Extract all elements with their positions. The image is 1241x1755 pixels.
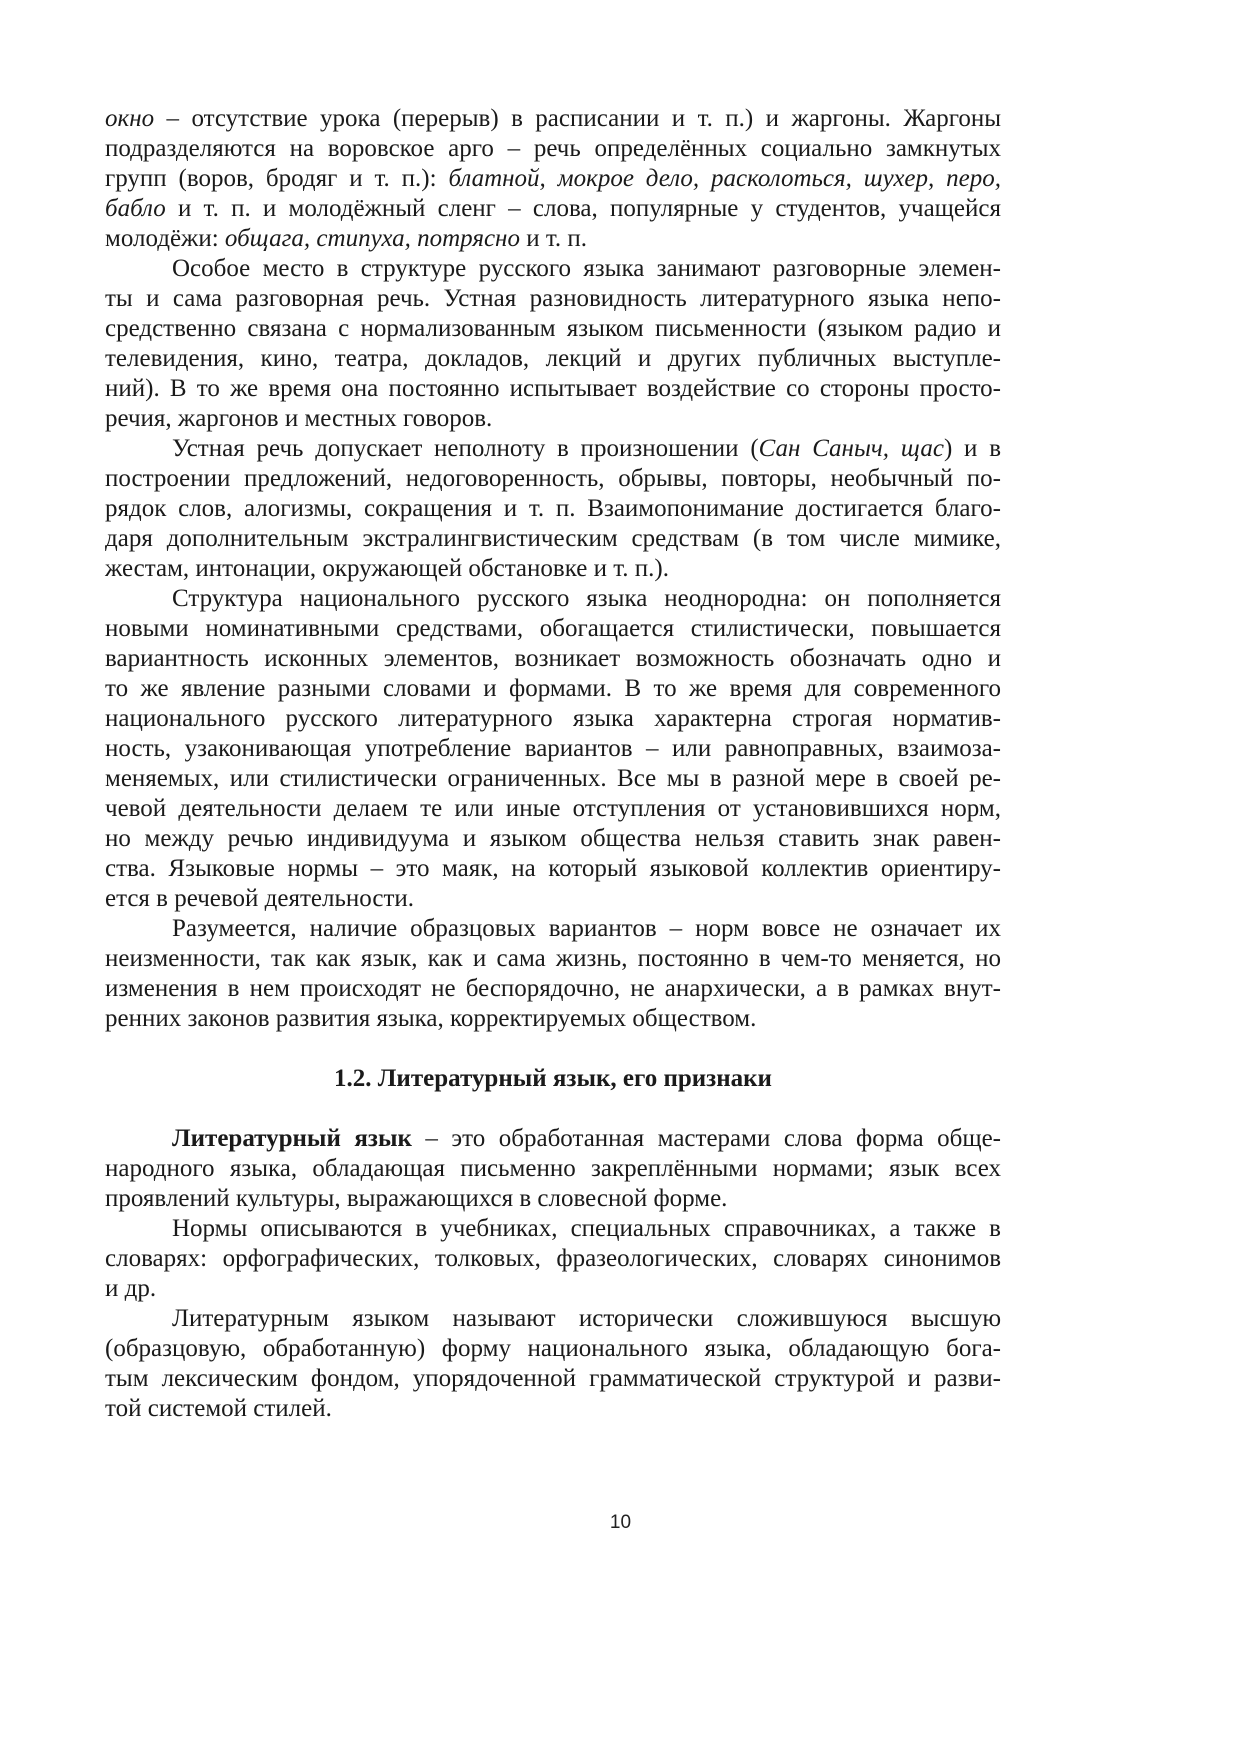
text-line bbox=[105, 494, 1001, 524]
text-line bbox=[105, 194, 1001, 224]
bold-term: Литературный язык bbox=[172, 1125, 412, 1152]
text-line bbox=[105, 674, 1001, 704]
paragraph bbox=[105, 584, 1001, 914]
text-line bbox=[105, 1274, 1001, 1304]
text-line bbox=[105, 734, 1001, 764]
text-line bbox=[105, 374, 1001, 404]
italic-example: общага, стипуха, потрясно bbox=[224, 225, 520, 252]
text-line bbox=[105, 434, 1001, 464]
text-line bbox=[105, 1214, 1001, 1244]
text-segment: средственно связана с нормализованным языком письменности (языком радио и bbox=[105, 315, 1001, 342]
text-segment: ется в речевой деятельности. bbox=[105, 885, 414, 912]
text-line bbox=[105, 614, 1001, 644]
text-segment: и др. bbox=[105, 1275, 157, 1302]
text-line bbox=[105, 584, 1001, 614]
text-segment: чевой деятельности делаем те или иные отступления от установившихся норм, bbox=[105, 795, 1001, 822]
text-segment: Структура национального русского языка неоднородна: он пополняется bbox=[172, 585, 1001, 612]
text-line bbox=[105, 1154, 1001, 1184]
text-line bbox=[105, 914, 1001, 944]
text-segment: ренних законов развития языка, корректируемых обществом. bbox=[105, 1005, 757, 1032]
text-line bbox=[105, 854, 1001, 884]
text-segment: но между речью индивидуума и языком общества нельзя ставить знак равен- bbox=[105, 825, 1001, 852]
italic-example: окно bbox=[105, 105, 155, 132]
text-segment: молодёжи: bbox=[105, 225, 225, 252]
text-line bbox=[105, 1304, 1001, 1334]
text-line bbox=[105, 344, 1001, 374]
paragraph bbox=[105, 1214, 1001, 1304]
text-segment: групп (воров, бродяг и т. п.): bbox=[105, 165, 449, 192]
text-segment: словарях: орфографических, толковых, фразеологических, словарях синонимов bbox=[105, 1245, 1001, 1272]
text-segment: подразделяются на воровское арго – речь определённых социально замкнутых bbox=[105, 135, 1001, 162]
paragraph bbox=[105, 1304, 1001, 1424]
text-segment: телевидения, кино, театра, докладов, лекций и других публичных выступле- bbox=[105, 345, 1001, 372]
text-line bbox=[105, 134, 1001, 164]
text-line bbox=[105, 1364, 1001, 1394]
italic-example: блатной, мокрое дело, расколоться, шухер, перо, bbox=[448, 165, 1001, 192]
text-segment: изменения в нем происходят не беспорядочно, не анархически, а в рамках внут- bbox=[105, 975, 1001, 1002]
text-line bbox=[105, 104, 1001, 134]
text-segment: (образцовую, обработанную) форму национального языка, обладающую бога- bbox=[105, 1335, 1001, 1362]
text-segment: неизменности, так как язык, как и сама жизнь, постоянно в чем-то меняется, но bbox=[105, 945, 1001, 972]
text-line bbox=[105, 1124, 1001, 1154]
text-segment: – это обработанная мастерами слова форма обще- bbox=[411, 1125, 1001, 1152]
text-segment: народного языка, обладающая письменно закреплёнными нормами; язык всех bbox=[105, 1155, 1001, 1182]
text-line bbox=[105, 404, 1001, 434]
paragraph bbox=[105, 434, 1001, 584]
text-segment: меняемых, или стилистически ограниченных. Все мы в разной мере в своей ре- bbox=[105, 765, 1001, 792]
text-line bbox=[105, 824, 1001, 854]
text-line bbox=[105, 1334, 1001, 1364]
text-segment: Особое место в структуре русского языка занимают разговорные элемен- bbox=[172, 255, 1001, 282]
text-segment: ты и сама разговорная речь. Устная разновидность литературного языка непо- bbox=[105, 285, 1001, 312]
paragraph bbox=[105, 914, 1001, 1034]
text-segment: – отсутствие урока (перерыв) в расписании и т. п.) и жаргоны. Жаргоны bbox=[154, 105, 1001, 132]
text-segment: и т. п. и молодёжный сленг – слова, популярные у студентов, учащейся bbox=[165, 195, 1001, 222]
page-number: 10 bbox=[609, 1512, 632, 1533]
italic-example: Сан Саныч, щас bbox=[758, 435, 944, 462]
text-segment: вариантность исконных элементов, возникает возможность обозначать одно и bbox=[105, 645, 1001, 672]
italic-example: бабло bbox=[105, 195, 166, 222]
text-segment: проявлений культуры, выражающихся в словесной форме. bbox=[105, 1185, 728, 1212]
text-segment: национального русского литературного языка характерна строгая норматив- bbox=[105, 705, 1001, 732]
paragraph bbox=[105, 104, 1001, 254]
text-line bbox=[105, 644, 1001, 674]
text-line bbox=[105, 254, 1001, 284]
text-segment: то же явление разными словами и формами. В то же время для современного bbox=[105, 675, 1001, 702]
text-segment: Литературным языком называют исторически сложившуюся высшую bbox=[172, 1305, 1001, 1332]
text-line bbox=[105, 974, 1001, 1004]
text-segment: рядок слов, алогизмы, сокращения и т. п. Взаимопонимание достигается благо- bbox=[105, 495, 1001, 522]
text-line bbox=[105, 284, 1001, 314]
document-body bbox=[105, 104, 1001, 1424]
paragraph bbox=[105, 1124, 1001, 1214]
text-line bbox=[105, 944, 1001, 974]
text-segment: жестам, интонации, окружающей обстановке и т. п.). bbox=[105, 555, 669, 582]
text-segment: построении предложений, недоговоренность, обрывы, повторы, необычный по- bbox=[105, 465, 1001, 492]
text-line bbox=[105, 884, 1001, 914]
text-line bbox=[105, 224, 1001, 254]
text-line bbox=[105, 464, 1001, 494]
text-line bbox=[105, 1394, 1001, 1424]
text-segment: ний). В то же время она постоянно испытывает воздействие со стороны просто- bbox=[105, 375, 1001, 402]
text-line bbox=[105, 794, 1001, 824]
text-line bbox=[105, 1004, 1001, 1034]
text-segment: ства. Языковые нормы – это маяк, на который языковой коллектив ориентиру- bbox=[105, 855, 1001, 882]
text-segment: и т. п. bbox=[519, 225, 588, 252]
section-heading: 1.2. Литературный язык, его признаки bbox=[334, 1065, 772, 1092]
text-line bbox=[105, 554, 1001, 584]
text-line bbox=[105, 1184, 1001, 1214]
text-line bbox=[105, 314, 1001, 344]
text-segment: ) и в bbox=[943, 435, 1002, 462]
text-segment: даря дополнительным экстралингвистическим средствам (в том числе мимике, bbox=[105, 525, 1001, 552]
text-line bbox=[105, 764, 1001, 794]
text-segment: речия, жаргонов и местных говоров. bbox=[105, 405, 493, 432]
text-segment: ность, узаконивающая употребление вариантов – или равноправных, взаимоза- bbox=[105, 735, 1001, 762]
text-line bbox=[105, 1244, 1001, 1274]
text-line bbox=[105, 704, 1001, 734]
text-segment: Устная речь допускает неполноту в произношении ( bbox=[172, 435, 759, 462]
text-segment: Разумеется, наличие образцовых вариантов – норм вовсе не означает их bbox=[172, 915, 1001, 942]
text-line bbox=[105, 164, 1001, 194]
text-segment: новыми номинативными средствами, обогащается стилистически, повышается bbox=[105, 615, 1001, 642]
text-segment: Нормы описываются в учебниках, специальных справочниках, а также в bbox=[172, 1215, 1001, 1242]
paragraph bbox=[105, 254, 1001, 434]
text-segment: тым лексическим фондом, упорядоченной грамматической структурой и разви- bbox=[105, 1365, 1001, 1392]
text-segment: той системой стилей. bbox=[105, 1395, 332, 1422]
text-line bbox=[105, 524, 1001, 554]
